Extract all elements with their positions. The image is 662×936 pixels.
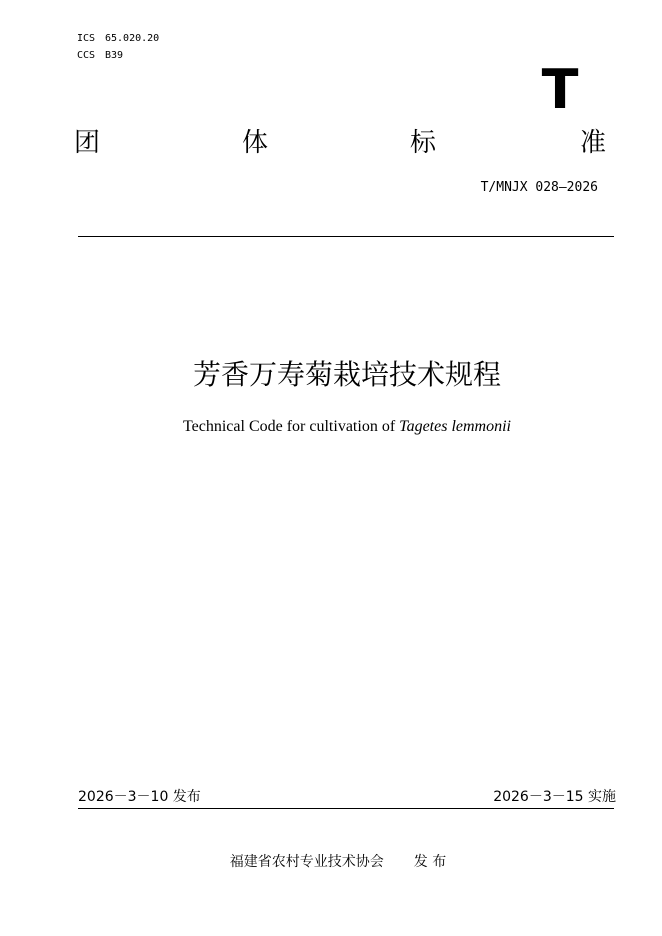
ccs-classification <box>77 50 123 62</box>
title-english-prefix: Technical Code for cultivation of <box>183 418 400 435</box>
ccs-code: B39 <box>105 50 124 61</box>
publisher-line <box>0 853 662 871</box>
ics-label: ICS <box>77 33 96 44</box>
ccs-label: CCS <box>77 50 96 61</box>
standard-type-char: 准 <box>580 128 607 158</box>
document-title-chinese: 芳香万寿菊栽培技术规程 <box>192 358 501 391</box>
implementation-date: 2026－3－15 实施 <box>493 789 616 805</box>
standard-type-char: 团 <box>74 128 101 158</box>
title-english-species: Tagetes lemmonii <box>399 418 511 435</box>
publisher-organization: 福建省农村专业技术协会 <box>229 854 384 870</box>
top-divider <box>78 236 614 237</box>
bottom-divider <box>78 808 614 809</box>
standard-mark-logo: T <box>541 58 579 121</box>
document-title-english <box>0 417 662 437</box>
standard-type-char: 体 <box>242 128 269 158</box>
ics-classification <box>77 33 159 45</box>
ics-code: 65.020.20 <box>105 33 160 44</box>
publish-date: 2026－3－10 发布 <box>78 789 201 805</box>
standard-type-char: 标 <box>410 128 437 158</box>
standard-number: T/MNJX 028—2026 <box>480 180 598 195</box>
publish-word: 发 布 <box>413 854 447 870</box>
